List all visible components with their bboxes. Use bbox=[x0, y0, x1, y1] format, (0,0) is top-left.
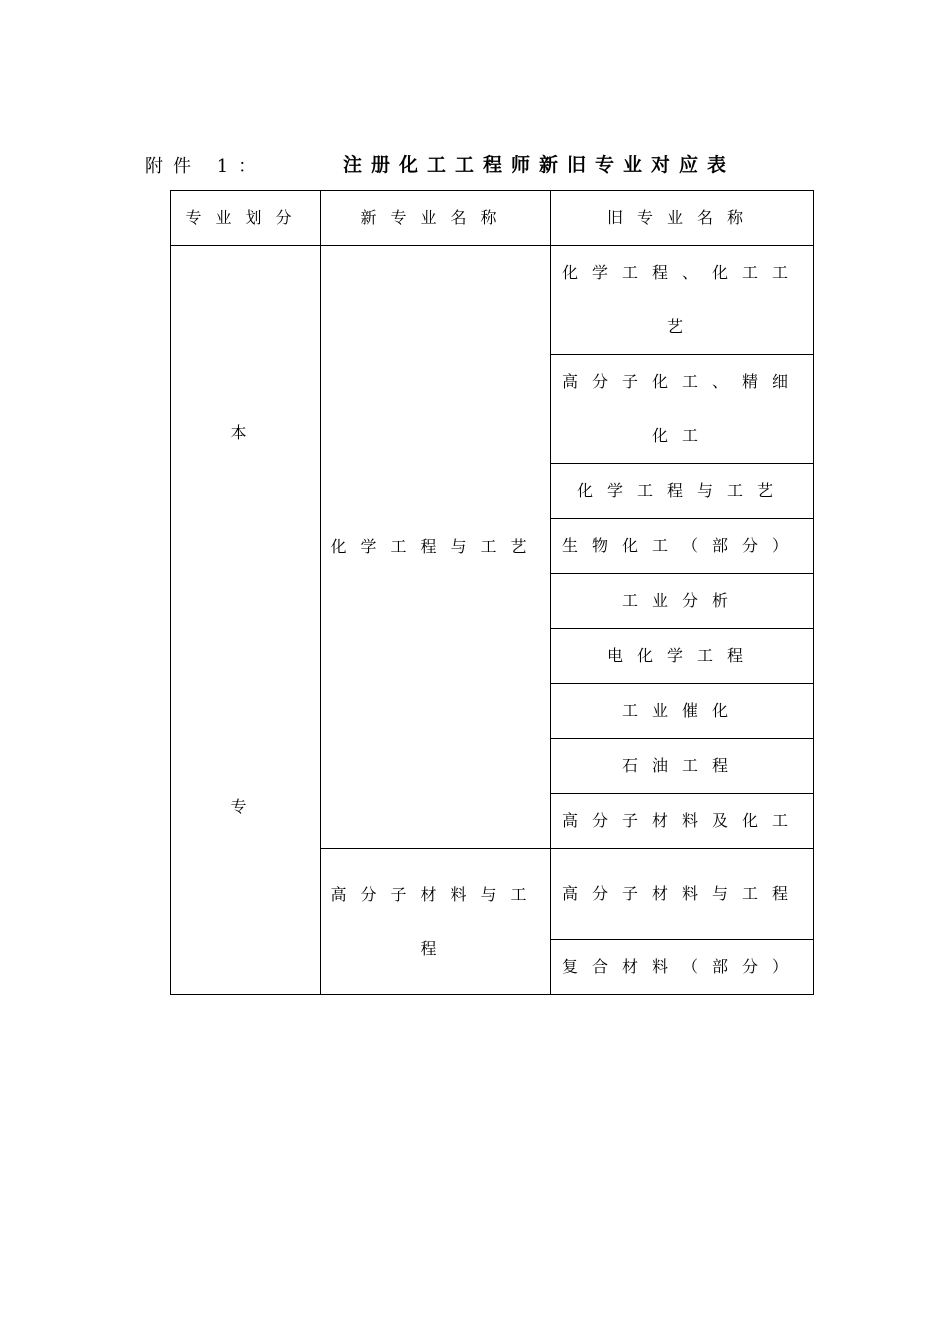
category-char-1: 本 bbox=[230, 423, 261, 442]
old-name-cell: 石油工程 bbox=[551, 739, 814, 794]
document-heading bbox=[0, 150, 950, 180]
old-name-cell: 化学工程、化工工艺 bbox=[551, 246, 814, 355]
old-name-cell: 复合材料（部分） bbox=[551, 940, 814, 995]
old-name-cell: 高分子材料与工程 bbox=[551, 849, 814, 940]
table-header-row bbox=[171, 191, 814, 246]
old-name-cell: 高分子材料及化工 bbox=[551, 794, 814, 849]
category-cell bbox=[171, 246, 321, 995]
old-name-cell: 电化学工程 bbox=[551, 629, 814, 684]
page-title: 注册化工工程师新旧专业对应表 bbox=[343, 154, 736, 176]
table-row bbox=[171, 246, 814, 355]
old-name-cell: 工业催化 bbox=[551, 684, 814, 739]
old-name-cell: 工业分析 bbox=[551, 574, 814, 629]
old-name-cell: 高分子化工、精细化工 bbox=[551, 355, 814, 464]
new-name-cell: 高分子材料与工程 bbox=[321, 849, 551, 995]
attachment-label: 附件 1： bbox=[145, 156, 267, 177]
header-new-name: 新专业名称 bbox=[321, 191, 551, 246]
category-char-2: 专 bbox=[230, 797, 261, 816]
correspondence-table bbox=[170, 190, 814, 995]
old-name-cell: 化学工程与工艺 bbox=[551, 464, 814, 519]
header-old-name: 旧专业名称 bbox=[551, 191, 814, 246]
header-category: 专业划分 bbox=[171, 191, 321, 246]
old-name-cell: 生物化工（部分） bbox=[551, 519, 814, 574]
new-name-cell: 化学工程与工艺 bbox=[321, 246, 551, 849]
